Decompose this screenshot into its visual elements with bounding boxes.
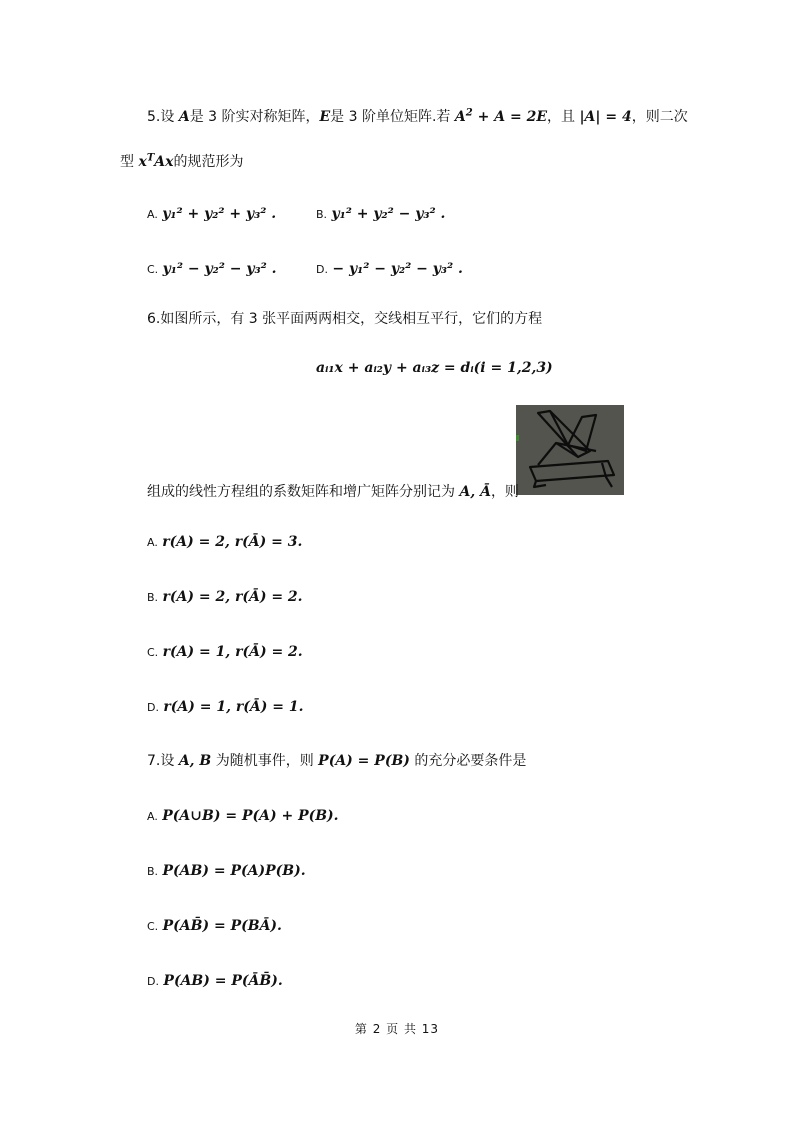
q6-equation: aᵢ₁x + aᵢ₂y + aᵢ₃z = dᵢ(i = 1,2,3) [316, 360, 553, 376]
option-letter: D. [316, 263, 328, 276]
q7-text: 的充分必要条件是 [409, 753, 527, 769]
option-letter: D. [147, 701, 159, 714]
q5-var: E [319, 109, 331, 125]
q5-var: E [536, 109, 547, 125]
q6-option-c[interactable] [147, 642, 303, 663]
q5-stem-line1 [147, 107, 688, 127]
option-letter: A. [147, 810, 158, 823]
option-text: P(AB̄) = P(BĀ). [162, 918, 282, 934]
q5-option-c[interactable] [147, 259, 277, 280]
q5-var: A [454, 109, 466, 125]
q5-text: 5.设 [147, 109, 179, 125]
option-text: P(A∪B) = P(A) + P(B). [162, 808, 339, 824]
option-letter: A. [147, 536, 158, 549]
q6-option-b[interactable] [147, 587, 303, 608]
option-text: P(AB) = P(ĀB̄). [163, 973, 283, 989]
q5-text: ，且 [547, 109, 580, 125]
q5-var: Ax [154, 154, 174, 170]
q5-option-b[interactable] [316, 204, 445, 225]
q6-vars: A, Ā [459, 484, 491, 500]
option-text: − y₁² − y₂² − y₃² . [332, 261, 463, 277]
option-letter: D. [147, 975, 159, 988]
q5-var: A [178, 109, 190, 125]
q5-stem-line2 [120, 152, 243, 172]
q5-op: + [472, 109, 495, 125]
option-letter: C. [147, 646, 159, 659]
q6-option-a[interactable] [147, 532, 302, 553]
q5-op: = 2 [505, 109, 537, 125]
q6-text: 组成的线性方程组的系数矩阵和增广矩阵分别记为 [147, 484, 460, 500]
q5-exp: 2 [465, 107, 473, 119]
q5-text: 是 3 阶单位矩阵.若 [330, 109, 455, 125]
q5-text: ，则二次 [631, 109, 688, 125]
option-letter: A. [147, 208, 158, 221]
q7-option-d[interactable] [147, 971, 283, 992]
option-letter: B. [316, 208, 328, 221]
page-footer: 第 2 页 共 13 [354, 1022, 440, 1036]
option-text: y₁² + y₂² − y₃² . [331, 206, 446, 222]
q7-option-b[interactable] [147, 861, 306, 882]
q6-sentence [147, 482, 519, 502]
option-letter: C. [147, 263, 159, 276]
q6-option-d[interactable] [147, 697, 303, 718]
q6-stem: 6.如图所示，有 3 张平面两两相交，交线相互平行，它们的方程 [147, 311, 543, 327]
q5-text: 的规范形为 [173, 154, 244, 170]
option-text: r(A) = 1, r(Ā) = 1. [163, 699, 304, 715]
q5-det: |A| = 4 [579, 109, 632, 125]
option-letter: C. [147, 920, 159, 933]
option-letter: B. [147, 865, 159, 878]
q5-text: 是 3 阶实对称矩阵， [189, 109, 320, 125]
three-planes-figure [516, 405, 624, 495]
q5-var: x [138, 154, 147, 170]
three-planes-drawing [516, 405, 624, 495]
q5-option-d[interactable] [316, 259, 463, 280]
option-text: r(A) = 2, r(Ā) = 3. [162, 534, 303, 550]
option-text: y₁² − y₂² − y₃² . [162, 261, 277, 277]
q5-text: 型 [120, 154, 139, 170]
q7-stem [147, 751, 526, 771]
q7-text: 7.设 [147, 753, 179, 769]
q7-text: 为随机事件，则 [211, 753, 319, 769]
q7-condition: P(A) = P(B) [318, 753, 410, 769]
q5-var: A [494, 109, 506, 125]
q7-option-c[interactable] [147, 916, 282, 937]
q5-option-a[interactable] [147, 204, 276, 225]
q6-text: ，则 [490, 484, 519, 500]
q5-exp: T [146, 152, 155, 164]
option-text: y₁² + y₂² + y₃² . [162, 206, 277, 222]
option-text: r(A) = 1, r(Ā) = 2. [162, 644, 303, 660]
option-text: P(AB) = P(A)P(B). [162, 863, 306, 879]
option-text: r(A) = 2, r(Ā) = 2. [162, 589, 303, 605]
q7-vars: A, B [178, 753, 212, 769]
option-letter: B. [147, 591, 159, 604]
q7-option-a[interactable] [147, 806, 339, 827]
